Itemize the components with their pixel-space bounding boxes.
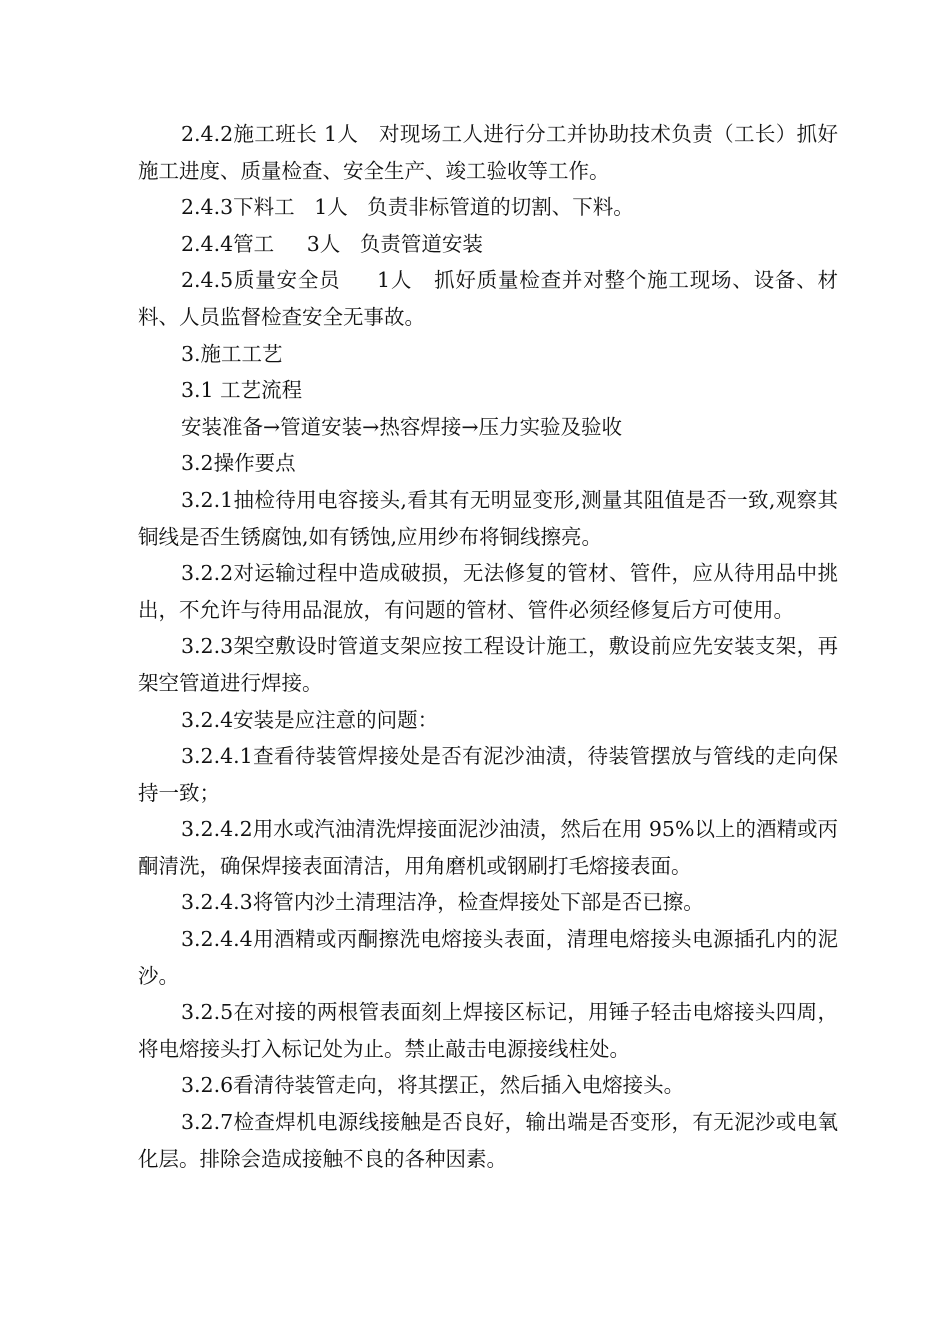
process-flow-line: 安装准备→管道安装→热容焊接→压力实验及验收 xyxy=(181,414,623,439)
paragraph-3-2-6: 3.2.6看清待装管走向，将其摆正，然后插入电熔接头。 xyxy=(181,1073,685,1098)
section-heading-3-1: 3.1 工艺流程 xyxy=(181,378,303,403)
paragraph-3-2-4-4: 3.2.4.4用酒精或丙酮擦洗电熔接头表面，清理电熔接头电源插孔内的泥沙。 xyxy=(138,927,838,988)
paragraph-3-2-7: 3.2.7检查焊机电源线接触是否良好，输出端是否变形，有无泥沙或电氧化层。排除会造成接触不良的各种因素。 xyxy=(138,1110,838,1171)
paragraph-3-2-5: 3.2.5在对接的两根管表面刻上焊接区标记，用锤子轻击电熔接头四周，将电熔接头打入标记处为止。禁止敲击电源接线柱处。 xyxy=(138,1000,838,1061)
section-heading-3: 3.施工工艺 xyxy=(181,341,283,366)
section-heading-3-2: 3.2操作要点 xyxy=(181,451,296,476)
paragraph-3-2-4: 3.2.4安装是应注意的问题： xyxy=(181,707,439,732)
paragraph-3-2-4-1: 3.2.4.1查看待装管焊接处是否有泥沙油渍，待装管摆放与管线的走向保持一致； xyxy=(138,744,838,805)
paragraph-3-2-3: 3.2.3架空敷设时管道支架应按工程设计施工，敷设前应先安装支架，再架空管道进行焊接。 xyxy=(138,634,838,695)
paragraph-2-4-5: 2.4.5质量安全员 1人 抓好质量检查并对整个施工现场、设备、材料、人员监督检查安全无事故。 xyxy=(138,268,838,329)
paragraph-2-4-3: 2.4.3下料工 1人 负责非标管道的切割、下料。 xyxy=(181,195,634,220)
document-body xyxy=(138,116,838,1177)
paragraph-3-2-2: 3.2.2对运输过程中造成破损，无法修复的管材、管件，应从待用品中挑出，不允许与待用品混放，有问题的管材、管件必须经修复后方可使用。 xyxy=(138,561,838,622)
paragraph-3-2-4-2: 3.2.4.2用水或汽油清洗焊接面泥沙油渍，然后在用 95%以上的酒精或丙酮清洗，确保焊接表面清洁，用角磨机或钢刷打毛熔接表面。 xyxy=(138,817,838,878)
paragraph-3-2-1: 3.2.1抽检待用电容接头,看其有无明显变形,测量其阻值是否一致,观察其铜线是否生锈腐蚀,如有锈蚀,应用纱布将铜线擦亮。 xyxy=(138,487,838,549)
paragraph-3-2-4-3: 3.2.4.3将管内沙土清理洁净，检查焊接处下部是否已擦。 xyxy=(181,890,704,915)
paragraph-2-4-2: 2.4.2施工班长 1人 对现场工人进行分工并协助技术负责（工长）抓好施工进度、质量检查、安全生产、竣工验收等工作。 xyxy=(138,122,838,183)
paragraph-2-4-4: 2.4.4管工 3人 负责管道安装 xyxy=(181,231,483,256)
